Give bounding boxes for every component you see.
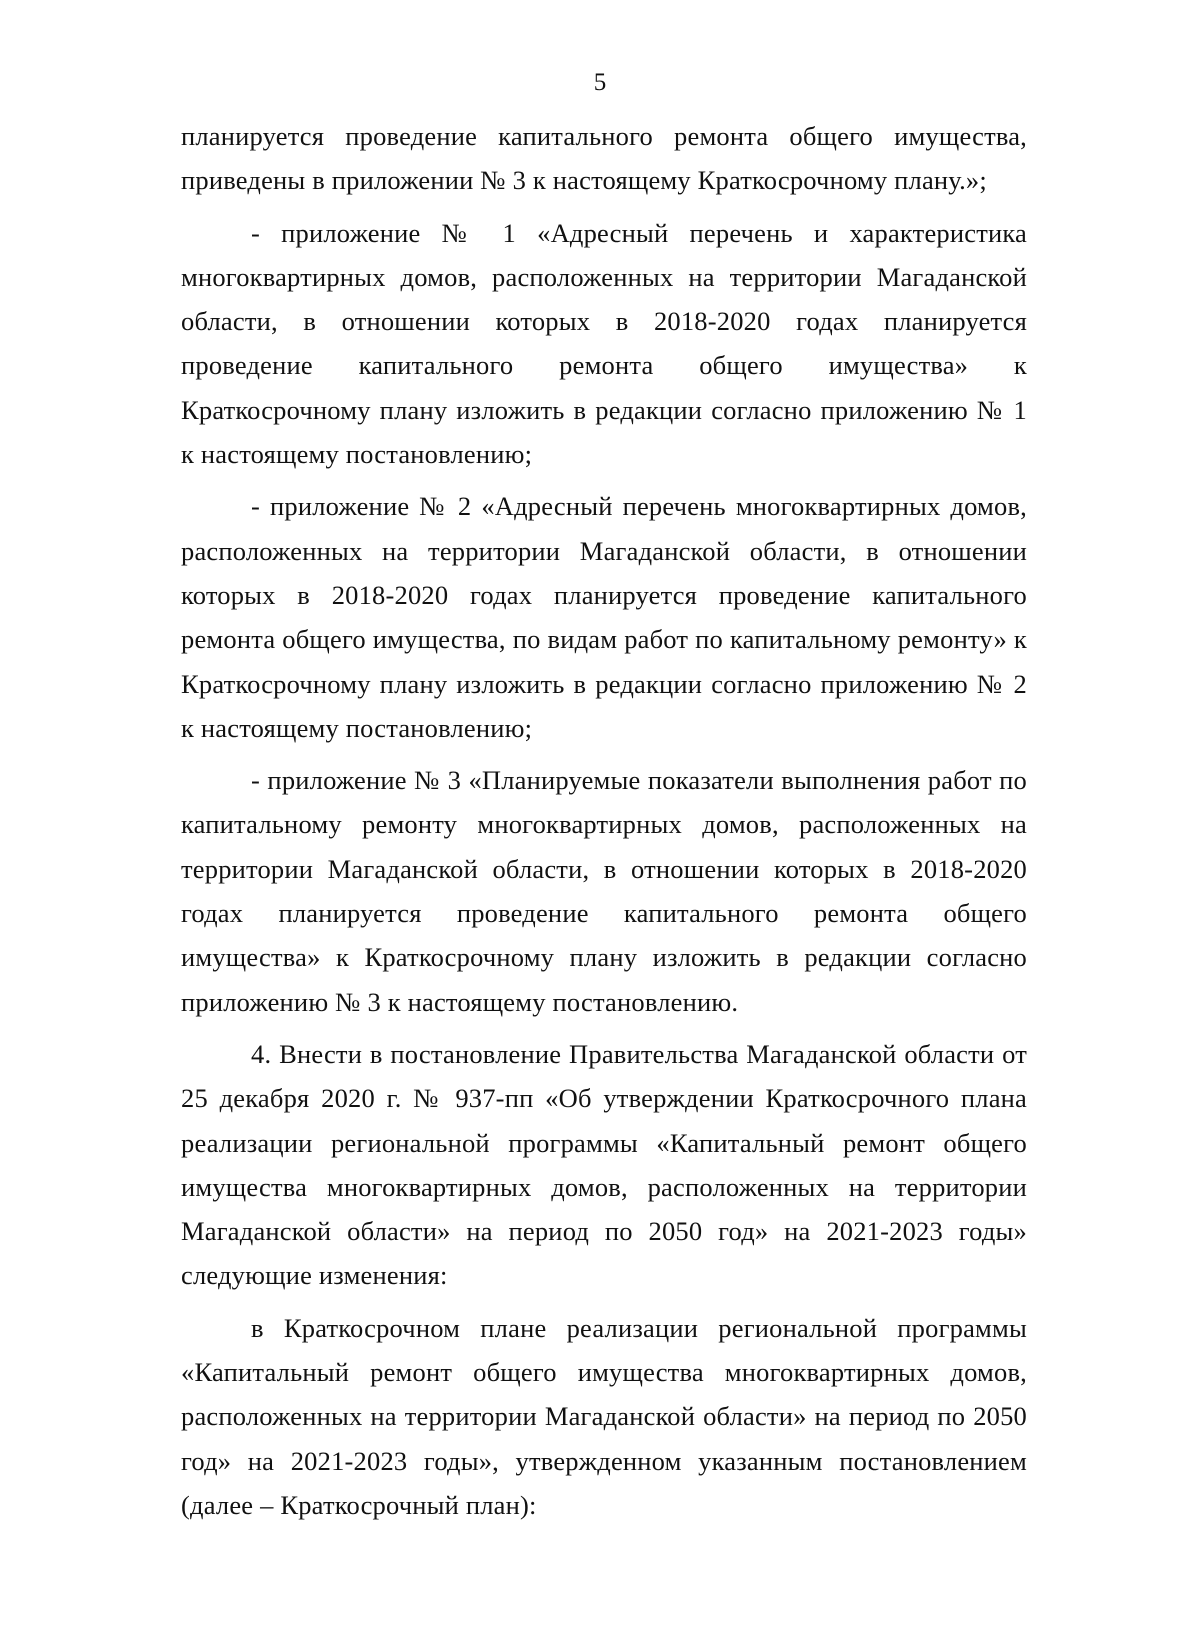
paragraph-appendix-2: - приложение № 2 «Адресный перечень многоквартирных домов, расположенных на территории Магаданской области, в отношении которых в 2018-2020 годах планируется проведение капитального ремонта общего имущества, по видам работ по капитальному ремонту» к Краткосрочному плану изложить в редакции согласно приложению № 2 к настоящему постановлению;	[181, 491, 1027, 743]
paragraph-appendix-3: - приложение № 3 «Планируемые показатели выполнения работ по капитальному ремонту многоквартирных домов, расположенных на территории Магаданской области, в отношении которых в 2018-2020 годах планируется проведение капитального ремонта общего имущества» к Краткосрочному плану изложить в редакции согласно приложению № 3 к настоящему постановлению.	[181, 765, 1027, 1017]
paragraph-continuation: планируется проведение капитального ремонта общего имущества, приведены в приложении № 3 к настоящему Краткосрочному плану.»;	[181, 121, 1027, 196]
document-body	[181, 114, 1027, 1535]
paragraph-item-4: 4. Внести в постановление Правительства Магаданской области от 25 декабря 2020 г. № 937-пп «Об утверждении Краткосрочного плана реализации региональной программы «Капитальный ремонт общего имущества многоквартирных домов, расположенных на территории Магаданской области» на период по 2050 год» на 2021-2023 годы» следующие изменения:	[181, 1038, 1027, 1291]
paragraph-appendix-1: - приложение № 1 «Адресный перечень и характеристика многоквартирных домов, расположенных на территории Магаданской области, в отношении которых в 2018-2020 годах планируется проведение капитального ремонта общего имущества» к Краткосрочному плану изложить в редакции согласно приложению № 1 к настоящему постановлению;	[181, 217, 1027, 470]
paragraph-short-term-plan: в Краткосрочном плане реализации региональной программы «Капитальный ремонт общего имущества многоквартирных домов, расположенных на территории Магаданской области» на период по 2050 год» на 2021-2023 годы», утвержденном указанным постановлением (далее – Краткосрочный план):	[181, 1312, 1027, 1520]
page-number: 5	[593, 69, 607, 96]
